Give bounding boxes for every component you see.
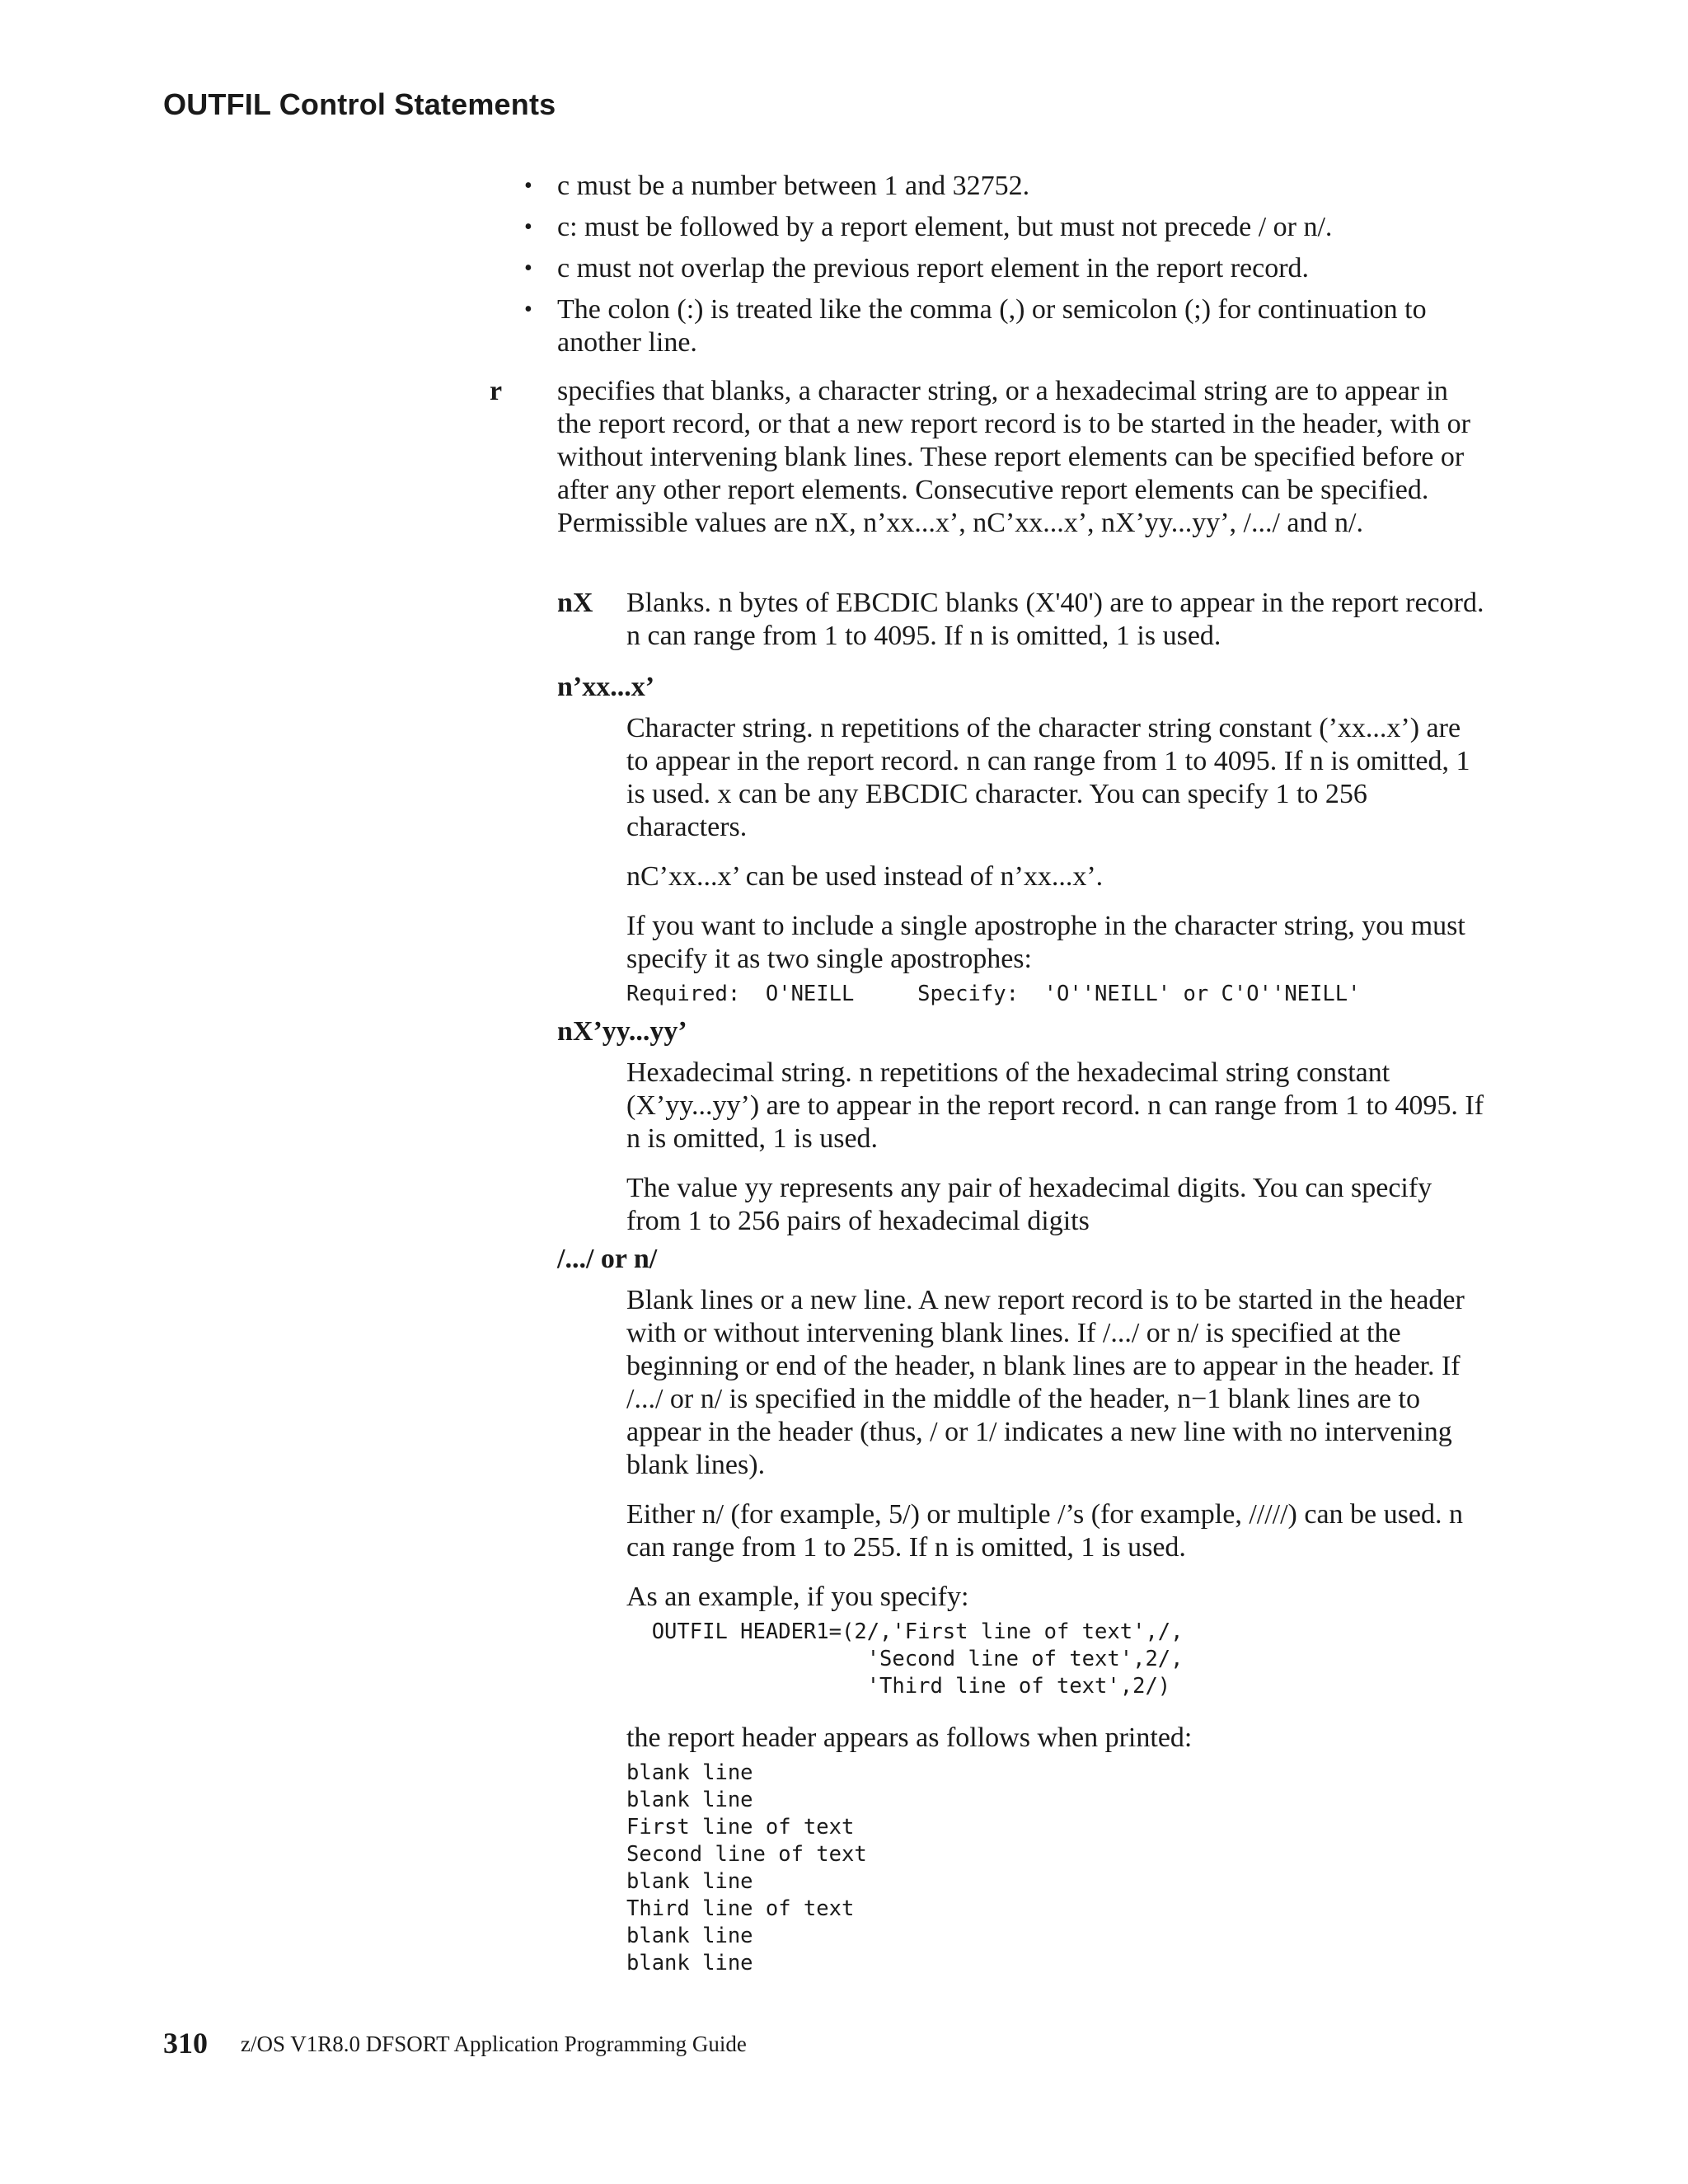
running-head: OUTFIL Control Statements — [163, 87, 556, 121]
hex-string-block — [557, 1015, 1489, 1254]
blank-lines-block — [557, 1243, 1489, 1977]
nx-term: nX — [557, 588, 593, 618]
blank-lines-para: the report header appears as follows when printed: — [626, 1722, 1193, 1753]
char-string-para: If you want to include a single apostrophe in the character string, you must specify it as two single apostrophes: — [626, 911, 1465, 974]
hex-string-para: The value yy represents any pair of hexadecimal digits. You can specify from 1 to 256 pairs of hexadecimal digits — [626, 1173, 1432, 1236]
header-example-code: OUTFIL HEADER1=(2/,'First line of text',/, 'Second line of text',2/, 'Third line of text',2/) — [651, 1619, 1184, 1699]
book-title: z/OS V1R8.0 DFSORT Application Programming Guide — [241, 2032, 747, 2056]
blank-lines-para: Blank lines or a new line. A new report record is to be started in the header with or without intervening blank lines. If /.../ or n/ is specified at the beginning or end of the header, n blank lines are to appear in the header. If /.../ or n/ is specified in the middle of the header, n−1 blank lines are to appear in the header (thus, / or 1/ indicates a new line with no intervening blank lines). — [626, 1285, 1465, 1480]
bullet-item: • c must not overlap the previous report element in the report record. — [557, 252, 1479, 285]
page-number: 310 — [163, 2027, 208, 2060]
r-definition: specifies that blanks, a character string, or a hexadecimal string are to appear in the report record, or that a new report record is to be started in the header, with or without intervening blank lines. These report elements can be specified before or after any other report elements. Consecutive report elements can be specified. Permissible values are nX, n’xx...x’, nC’xx...x’, nX’yy...yy’, /.../ and n/. — [557, 376, 1470, 538]
bullet-list — [490, 170, 1479, 359]
blank-lines-para: Either n/ (for example, 5/) or multiple /’s (for example, /////) can be used. n can range from 1 to 255. If n is omitted, 1 is used. — [626, 1499, 1463, 1563]
bullet-item: • c must be a number between 1 and 32752. — [557, 170, 1479, 203]
blank-lines-term: /.../ or n/ — [557, 1244, 658, 1274]
bullet-item: • c: must be followed by a report element, but must not precede / or n/. — [557, 211, 1479, 244]
report-output-code: blank line blank line First line of text Second line of text blank line Third line of text blank line blank line — [626, 1760, 867, 1975]
bullet-section — [490, 170, 1479, 368]
apostrophe-example-code: Required: O'NEILL Specify: 'O''NEILL' or C'O''NEILL' — [626, 982, 1361, 1006]
char-string-para: nC’xx...x’ can be used instead of n’xx...x’. — [626, 861, 1104, 892]
r-definition-block — [490, 375, 1479, 540]
char-string-term: n’xx...x’ — [557, 672, 655, 702]
bullet-item: • The colon (:) is treated like the comma (,) or semicolon (;) for continuation to another line. — [557, 293, 1479, 359]
char-string-para: Character string. n repetitions of the character string constant (’xx...x’) are to appear in the report record. n can range from 1 to 4095. If n is omitted, 1 is used. x can be any EBCDIC character. You can specify 1 to 256 characters. — [626, 713, 1470, 842]
nx-block — [557, 587, 1489, 653]
blank-lines-para: As an example, if you specify: — [626, 1582, 969, 1612]
char-string-block — [557, 671, 1489, 1008]
r-term: r — [490, 376, 503, 406]
hex-string-term: nX’yy...yy’ — [557, 1016, 687, 1047]
hex-string-para: Hexadecimal string. n repetitions of the hexadecimal string constant (X’yy...yy’) are to appear in the report record. n can range from 1 to 4095. If n is omitted, 1 is used. — [626, 1057, 1484, 1154]
nx-definition: Blanks. n bytes of EBCDIC blanks (X'40') are to appear in the report record. n can range from 1 to 4095. If n is omitted, 1 is used. — [626, 588, 1484, 651]
